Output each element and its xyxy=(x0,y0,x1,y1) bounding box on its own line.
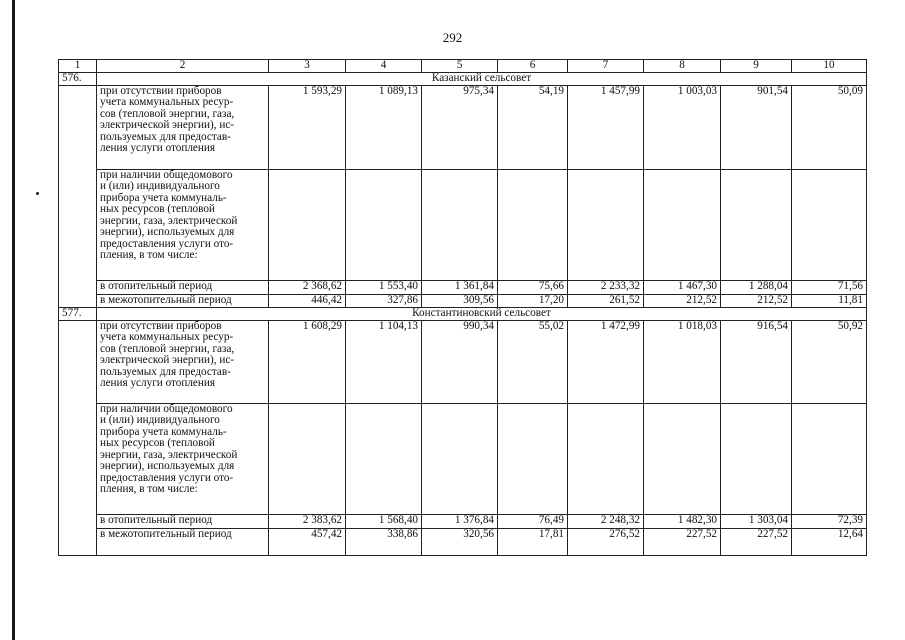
description-line: прибора учета коммуналь- xyxy=(100,191,227,204)
description-line: пользуемых для предостав- xyxy=(100,365,231,378)
section-header-row xyxy=(59,72,867,85)
value-cell: 212,52 xyxy=(721,294,792,307)
row-description xyxy=(97,85,269,169)
value-cell: 1 018,03 xyxy=(644,320,721,403)
value-cell: 916,54 xyxy=(721,320,792,403)
value-cell: 71,56 xyxy=(792,280,867,294)
table-row xyxy=(59,320,867,403)
column-header: 7 xyxy=(568,60,644,73)
description-line: учета коммунальных ресур- xyxy=(100,96,234,108)
value-cell: 227,52 xyxy=(644,528,721,555)
description-line: при отсутствии приборов xyxy=(100,320,222,332)
empty-cell xyxy=(644,169,721,280)
description-line: сов (тепловой энергии, газа, xyxy=(100,107,235,120)
description-line: при наличии общедомового xyxy=(100,403,233,415)
value-cell: 309,56 xyxy=(422,294,498,307)
description-line: энергии), используемых для xyxy=(100,226,235,238)
row-label: в отопительный период xyxy=(97,514,269,528)
empty-cell xyxy=(269,169,346,280)
empty-cell xyxy=(644,403,721,514)
number-cell xyxy=(59,320,97,555)
value-cell: 1 104,13 xyxy=(346,320,422,403)
page-edge-bar xyxy=(12,0,15,640)
description-line: ления услуги отопления xyxy=(100,377,216,389)
column-header: 5 xyxy=(422,60,498,73)
row-label: в отопительный период xyxy=(97,280,269,294)
row-description xyxy=(97,320,269,403)
empty-cell xyxy=(422,403,498,514)
section-title: Казанский сельсовет xyxy=(97,72,867,85)
value-cell: 17,81 xyxy=(498,528,568,555)
value-cell: 17,20 xyxy=(498,294,568,307)
description-line: учета коммунальных ресур- xyxy=(100,331,234,343)
description-line: и (или) индивидуального xyxy=(100,414,220,426)
description-line: ных ресурсов (тепловой xyxy=(100,437,215,449)
description-line: энергии), используемых для xyxy=(100,460,235,472)
table-row xyxy=(59,294,867,307)
value-cell: 11,81 xyxy=(792,294,867,307)
value-cell: 1 376,84 xyxy=(422,514,498,528)
description-line: прибора учета коммуналь- xyxy=(100,425,227,438)
value-cell: 50,92 xyxy=(792,320,867,403)
section-number: 577. xyxy=(59,307,97,320)
value-cell: 227,52 xyxy=(721,528,792,555)
description-line: ления услуги отопления xyxy=(100,142,216,154)
value-cell: 54,19 xyxy=(498,85,568,169)
description-line: электрической энергии), ис- xyxy=(100,354,235,366)
column-header: 8 xyxy=(644,60,721,73)
scan-dot xyxy=(36,192,39,195)
page-number: 292 xyxy=(442,30,463,45)
value-cell: 1 003,03 xyxy=(644,85,721,169)
value-cell: 457,42 xyxy=(269,528,346,555)
value-cell: 2 383,62 xyxy=(269,514,346,528)
value-cell: 1 472,99 xyxy=(568,320,644,403)
empty-cell xyxy=(568,403,644,514)
tariff-table xyxy=(58,59,867,556)
row-description xyxy=(97,403,269,514)
value-cell: 320,56 xyxy=(422,528,498,555)
value-cell: 990,34 xyxy=(422,320,498,403)
table-row xyxy=(59,280,867,294)
value-cell: 1 482,30 xyxy=(644,514,721,528)
table-row xyxy=(59,85,867,169)
column-header: 3 xyxy=(269,60,346,73)
empty-cell xyxy=(792,403,867,514)
empty-cell xyxy=(792,169,867,280)
description-line: предоставления услуги ото- xyxy=(100,237,234,250)
table-row xyxy=(59,528,867,555)
value-cell: 276,52 xyxy=(568,528,644,555)
table-row xyxy=(59,169,867,280)
value-cell: 1 361,84 xyxy=(422,280,498,294)
row-description xyxy=(97,169,269,280)
value-cell: 261,52 xyxy=(568,294,644,307)
value-cell: 1 303,04 xyxy=(721,514,792,528)
value-cell: 327,86 xyxy=(346,294,422,307)
description-line: ных ресурсов (тепловой xyxy=(100,203,215,215)
section-number: 576. xyxy=(59,72,97,85)
value-cell: 2 248,32 xyxy=(568,514,644,528)
description-line: электрической энергии), ис- xyxy=(100,119,235,131)
empty-cell xyxy=(346,403,422,514)
value-cell: 1 457,99 xyxy=(568,85,644,169)
value-cell: 76,49 xyxy=(498,514,568,528)
value-cell: 446,42 xyxy=(269,294,346,307)
column-header: 10 xyxy=(792,60,867,73)
description-line: энергии, газа, электрической xyxy=(100,448,238,461)
empty-cell xyxy=(346,169,422,280)
description-line: при наличии общедомового xyxy=(100,169,233,181)
value-cell: 338,86 xyxy=(346,528,422,555)
empty-cell xyxy=(498,169,568,280)
value-cell: 1 608,29 xyxy=(269,320,346,403)
empty-cell xyxy=(568,169,644,280)
value-cell: 75,66 xyxy=(498,280,568,294)
value-cell: 1 553,40 xyxy=(346,280,422,294)
description-line: сов (тепловой энергии, газа, xyxy=(100,342,235,355)
value-cell: 901,54 xyxy=(721,85,792,169)
column-header: 2 xyxy=(97,60,269,73)
value-cell: 975,34 xyxy=(422,85,498,169)
table-row xyxy=(59,403,867,514)
column-header: 4 xyxy=(346,60,422,73)
value-cell: 1 288,04 xyxy=(721,280,792,294)
value-cell: 1 593,29 xyxy=(269,85,346,169)
description-line: пользуемых для предостав- xyxy=(100,130,231,143)
value-cell: 2 233,32 xyxy=(568,280,644,294)
section-title: Константиновский сельсовет xyxy=(97,307,867,320)
empty-cell xyxy=(721,403,792,514)
description-line: пления, в том числе: xyxy=(100,249,198,261)
empty-cell xyxy=(498,403,568,514)
column-header: 6 xyxy=(498,60,568,73)
value-cell: 2 368,62 xyxy=(269,280,346,294)
row-label: в межотопительный период xyxy=(97,528,269,555)
section-header-row xyxy=(59,307,867,320)
description-line: при отсутствии приборов xyxy=(100,85,222,97)
description-line: предоставления услуги ото- xyxy=(100,471,234,484)
row-label: в межотопительный период xyxy=(97,294,269,307)
empty-cell xyxy=(721,169,792,280)
value-cell: 55,02 xyxy=(498,320,568,403)
description-line: пления, в том числе: xyxy=(100,483,198,495)
description-line: и (или) индивидуального xyxy=(100,180,220,192)
value-cell: 12,64 xyxy=(792,528,867,555)
value-cell: 1 568,40 xyxy=(346,514,422,528)
column-number-row xyxy=(59,60,867,73)
value-cell: 1 467,30 xyxy=(644,280,721,294)
value-cell: 1 089,13 xyxy=(346,85,422,169)
column-header: 9 xyxy=(721,60,792,73)
value-cell: 50,09 xyxy=(792,85,867,169)
value-cell: 212,52 xyxy=(644,294,721,307)
description-line: энергии, газа, электрической xyxy=(100,214,238,227)
value-cell: 72,39 xyxy=(792,514,867,528)
empty-cell xyxy=(422,169,498,280)
table-row xyxy=(59,514,867,528)
column-header: 1 xyxy=(59,60,97,73)
empty-cell xyxy=(269,403,346,514)
number-cell xyxy=(59,85,97,307)
